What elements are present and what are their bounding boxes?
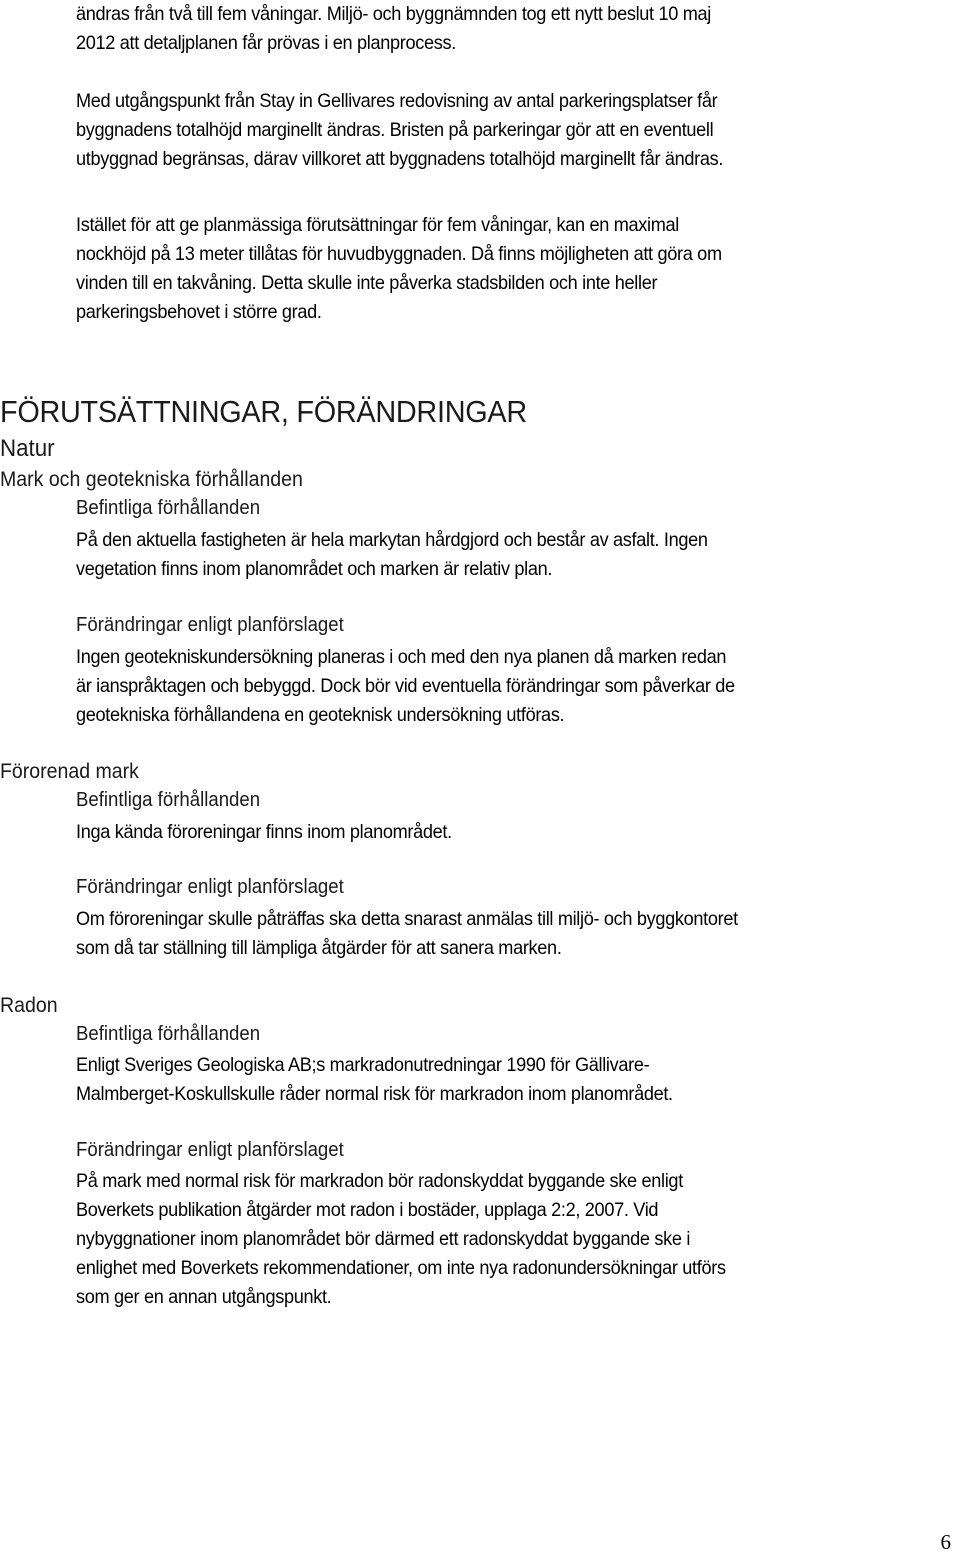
- mark-heading: Mark och geotekniska förhållanden: [0, 468, 303, 491]
- text-line: enlighet med Boverkets rekommendationer, om inte nya radonundersökningar utförs: [76, 1257, 726, 1279]
- section-subtitle: Natur: [0, 435, 55, 462]
- mark-existing-label: Befintliga förhållanden: [76, 497, 261, 519]
- text-line: Boverkets publikation åtgärder mot radon i bostäder, upplaga 2:2, 2007. Vid: [76, 1199, 659, 1221]
- text-line: På den aktuella fastigheten är hela markytan hårdgjord och består av asfalt. Ingen: [76, 529, 708, 551]
- page-number: 6: [940, 1530, 951, 1554]
- text-line: nybyggnationer inom planområdet bör därmed ett radonskyddat byggande ske i: [76, 1228, 691, 1250]
- contaminated-heading: Förorenad mark: [0, 760, 139, 783]
- text-line: som ger en annan utgångspunkt.: [76, 1286, 332, 1308]
- contaminated-changes-label: Förändringar enligt planförslaget: [76, 876, 344, 898]
- text-line: Inga kända föroreningar finns inom planområdet.: [76, 821, 452, 843]
- text-line: är ianspråktagen och bebyggd. Dock bör vid eventuella förändringar som påverkar de: [76, 675, 735, 697]
- text-line: vegetation finns inom planområdet och marken är relativ plan.: [76, 558, 553, 580]
- radon-existing-text: [76, 1051, 673, 1109]
- contaminated-existing-label: Befintliga förhållanden: [76, 789, 261, 811]
- contaminated-changes-text: [76, 905, 738, 963]
- radon-changes-text: [76, 1167, 726, 1312]
- intro-paragraph-2: [76, 87, 723, 174]
- contaminated-existing-text: [76, 818, 452, 847]
- radon-changes-label: Förändringar enligt planförslaget: [76, 1139, 344, 1161]
- text-line: Malmberget-Koskullskulle råder normal risk för markradon inom planområdet.: [76, 1083, 673, 1105]
- text-line: byggnadens totalhöjd marginellt ändras. Bristen på parkeringar gör att en eventuell: [76, 119, 714, 141]
- text-line: Enligt Sveriges Geologiska AB;s markradonutredningar 1990 för Gällivare-: [76, 1054, 650, 1076]
- text-line: Med utgångspunkt från Stay in Gellivares redovisning av antal parkeringsplatser får: [76, 90, 718, 112]
- text-line: Istället för att ge planmässiga förutsättningar för fem våningar, kan en maximal: [76, 214, 679, 236]
- section-title: FÖRUTSÄTTNINGAR, FÖRÄNDRINGAR: [0, 394, 527, 429]
- text-line: vinden till en takvåning. Detta skulle inte påverka stadsbilden och inte heller: [76, 272, 658, 294]
- mark-changes-label: Förändringar enligt planförslaget: [76, 614, 344, 636]
- text-line: som då tar ställning till lämpliga åtgärder för att sanera marken.: [76, 937, 562, 959]
- text-line: Om föroreningar skulle påträffas ska detta snarast anmälas till miljö- och byggkontoret: [76, 908, 738, 930]
- radon-existing-label: Befintliga förhållanden: [76, 1023, 261, 1045]
- text-line: Ingen geotekniskundersökning planeras i och med den nya planen då marken redan: [76, 646, 727, 668]
- text-line: geotekniska förhållandena en geoteknisk undersökning utföras.: [76, 704, 565, 726]
- intro-paragraph-3: [76, 211, 722, 327]
- mark-changes-text: [76, 643, 735, 730]
- mark-existing-text: [76, 526, 708, 584]
- text-line: utbyggnad begränsas, därav villkoret att byggnadens totalhöjd marginellt får ändras.: [76, 148, 724, 170]
- text-line: ändras från två till fem våningar. Miljö- och byggnämnden tog ett nytt beslut 10 maj: [76, 3, 711, 25]
- text-line: nockhöjd på 13 meter tillåtas för huvudbyggnaden. Då finns möjligheten att göra om: [76, 243, 722, 265]
- text-line: 2012 att detaljplanen får prövas i en planprocess.: [76, 32, 456, 54]
- text-line: parkeringsbehovet i större grad.: [76, 301, 322, 323]
- text-line: På mark med normal risk för markradon bör radonskyddat byggande ske enligt: [76, 1170, 683, 1192]
- radon-heading: Radon: [0, 994, 58, 1017]
- intro-paragraph-1: [76, 0, 711, 58]
